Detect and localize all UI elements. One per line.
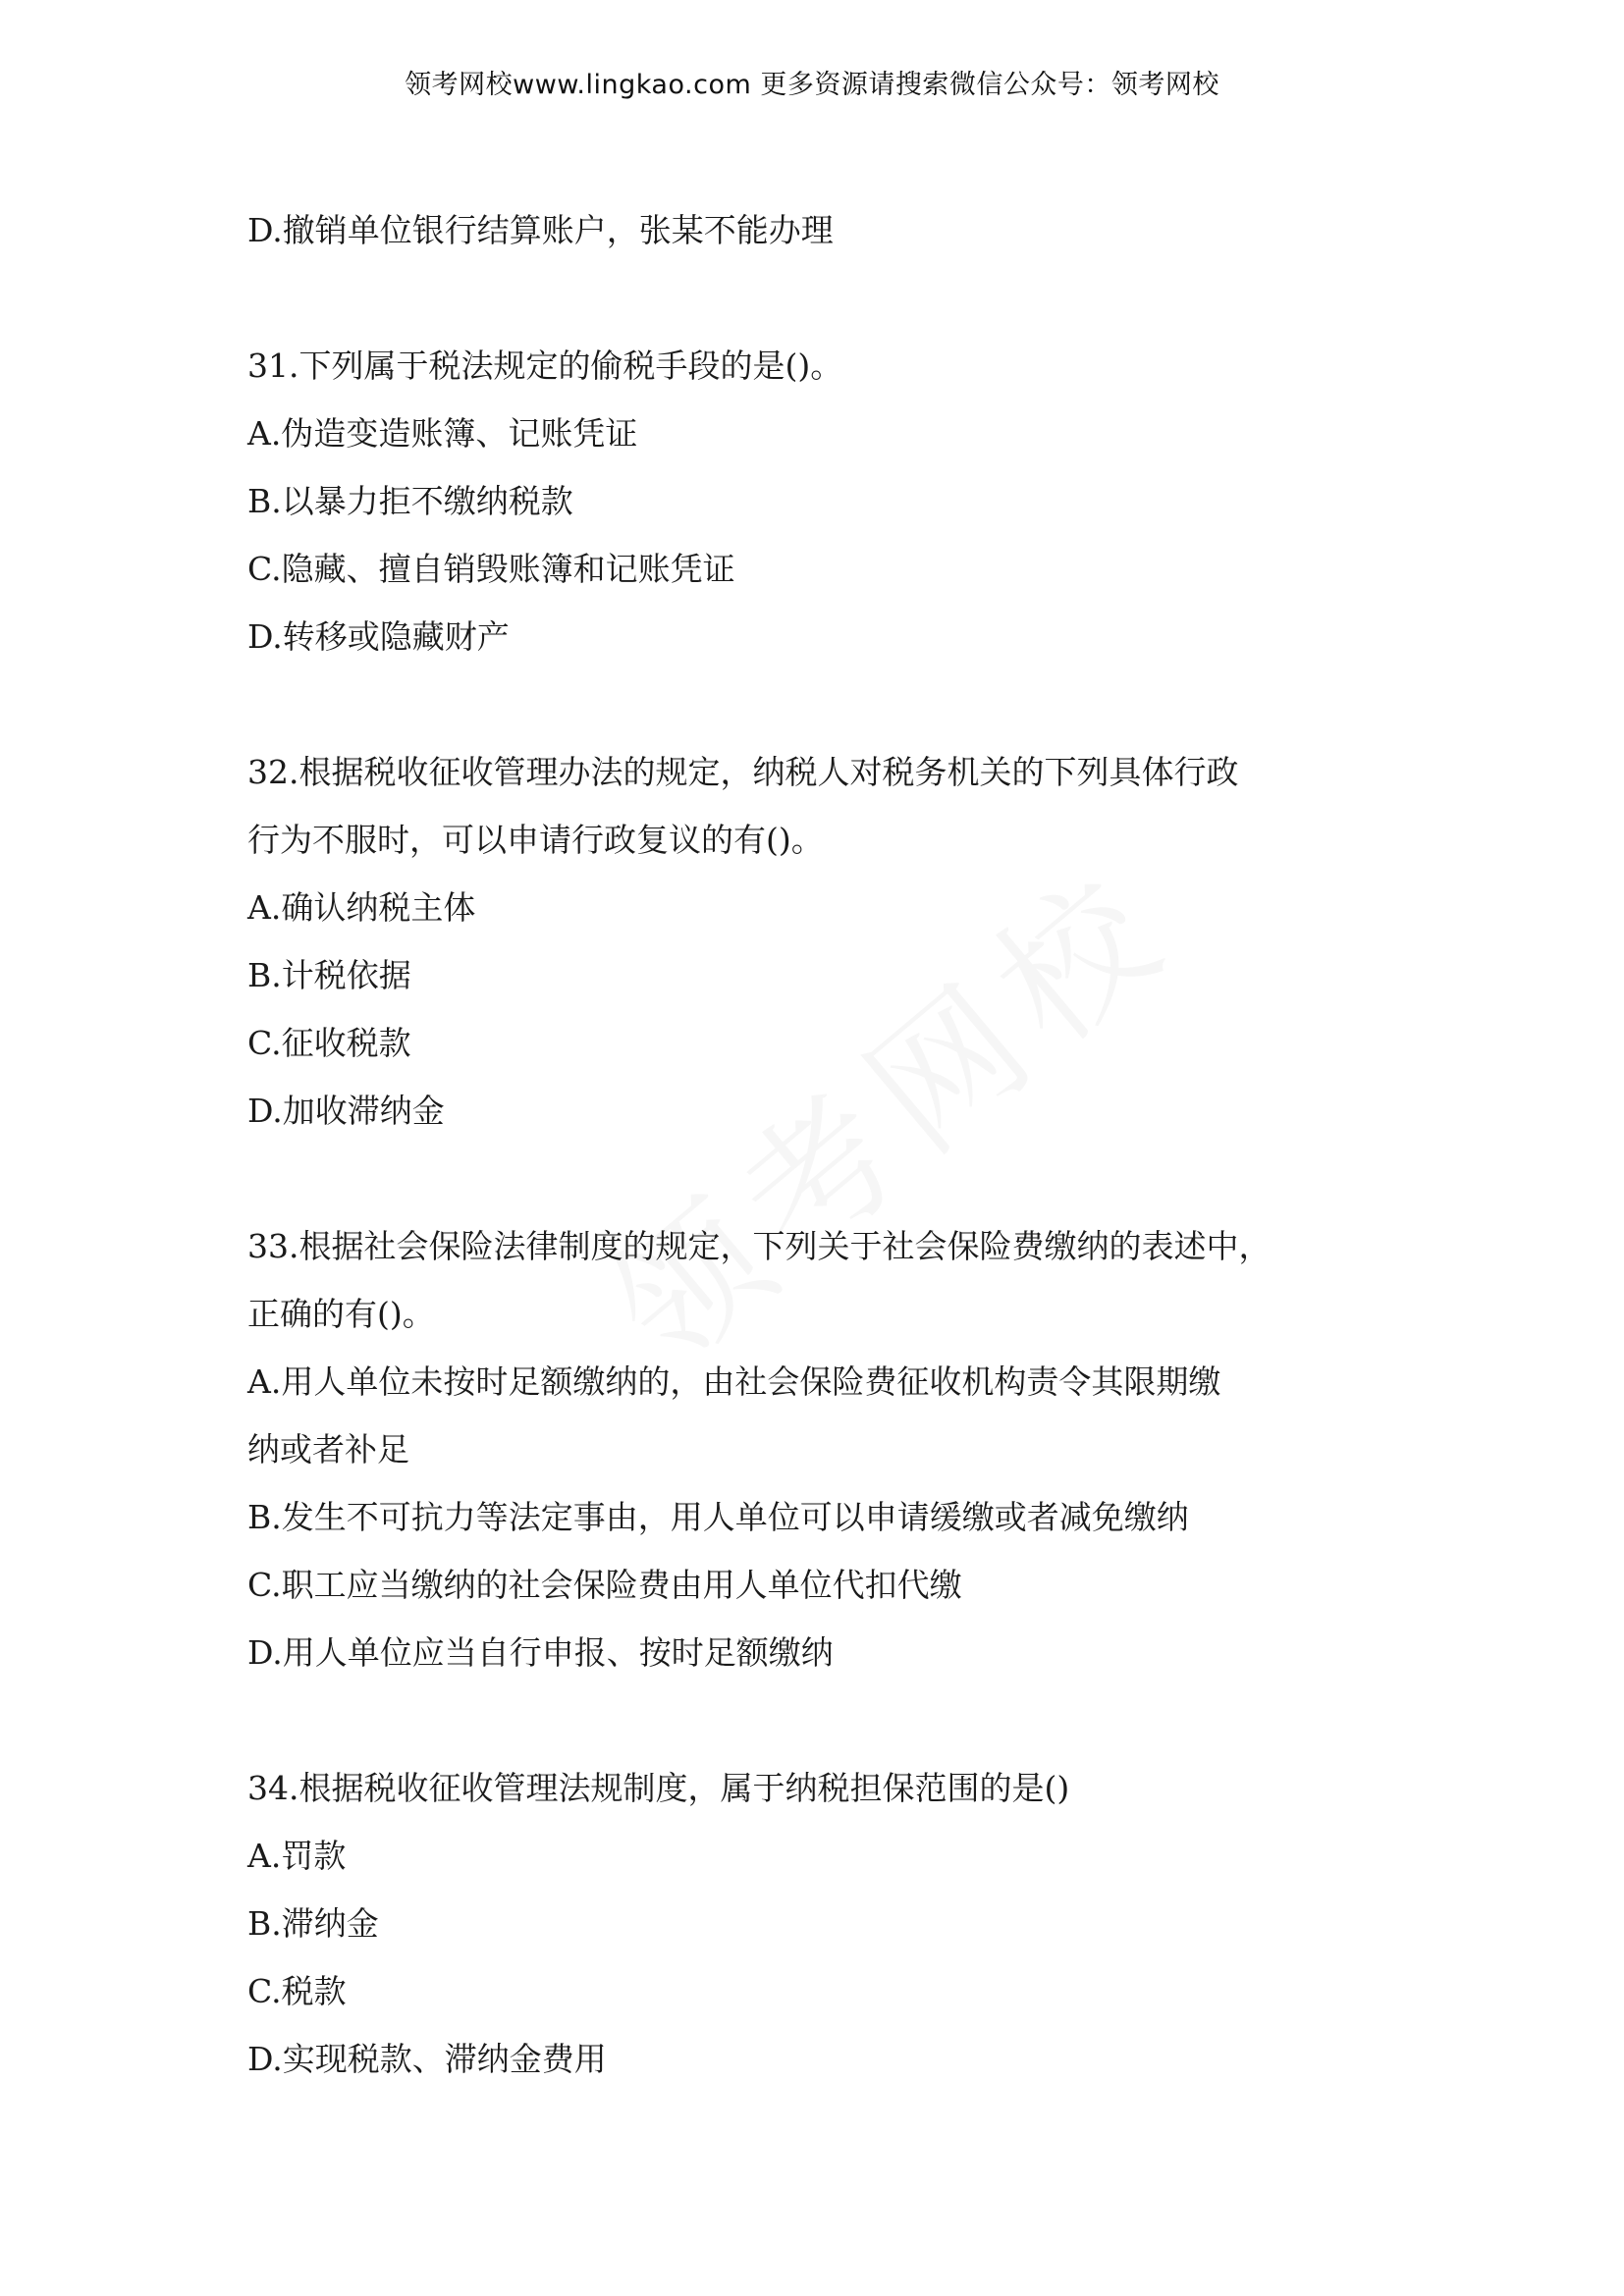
option-b: B.计税依据 <box>247 956 411 994</box>
option-a: A.伪造变造账簿、记账凭证 <box>247 414 638 453</box>
page-header: 领考网校www.lingkao.com 更多资源请搜索微信公众号：领考网校 <box>405 70 1219 100</box>
option-a: A.用人单位未按时足额缴纳的，由社会保险费征收机构责令其限期缴 <box>247 1362 1221 1401</box>
option-c: C.职工应当缴纳的社会保险费由用人单位代扣代缴 <box>247 1566 962 1604</box>
question-32 <box>247 738 1377 1145</box>
option-a-continued: 纳或者补足 <box>247 1430 409 1468</box>
option-d: D.用人单位应当自行申报、按时足额缴纳 <box>247 1633 834 1672</box>
option-d: D.转移或隐藏财产 <box>247 617 510 656</box>
question-34 <box>247 1754 1377 2093</box>
question-31 <box>247 332 1377 670</box>
option-a: A.确认纳税主体 <box>247 888 476 927</box>
question-33 <box>247 1212 1377 1686</box>
option-d: D.实现税款、滞纳金费用 <box>247 2040 607 2078</box>
option-a: A.罚款 <box>247 1837 347 1875</box>
option-c: C.隐藏、擅自销毁账簿和记账凭证 <box>247 550 735 588</box>
question-stem-continued: 行为不服时，可以申请行政复议的有()。 <box>247 821 824 859</box>
previous-option-d: D.撤销单位银行结算账户，张某不能办理 <box>247 211 834 249</box>
question-stem: 33.根据社会保险法律制度的规定，下列关于社会保险费缴纳的表述中， <box>247 1227 1272 1265</box>
document-body <box>247 196 1377 2093</box>
option-c: C.征收税款 <box>247 1024 411 1062</box>
option-b: B.滞纳金 <box>247 1904 379 1943</box>
option-c: C.税款 <box>247 1972 347 2010</box>
question-stem: 32.根据税收征收管理办法的规定，纳税人对税务机关的下列具体行政 <box>247 753 1239 791</box>
option-d: D.加收滞纳金 <box>247 1092 445 1130</box>
option-b: B.发生不可抗力等法定事由，用人单位可以申请缓缴或者减免缴纳 <box>247 1498 1189 1536</box>
option-b: B.以暴力拒不缴纳税款 <box>247 482 573 520</box>
question-stem: 34.根据税收征收管理法规制度，属于纳税担保范围的是() <box>247 1769 1070 1807</box>
question-stem: 31.下列属于税法规定的偷税手段的是()。 <box>247 347 843 385</box>
question-stem-continued: 正确的有()。 <box>247 1295 435 1333</box>
